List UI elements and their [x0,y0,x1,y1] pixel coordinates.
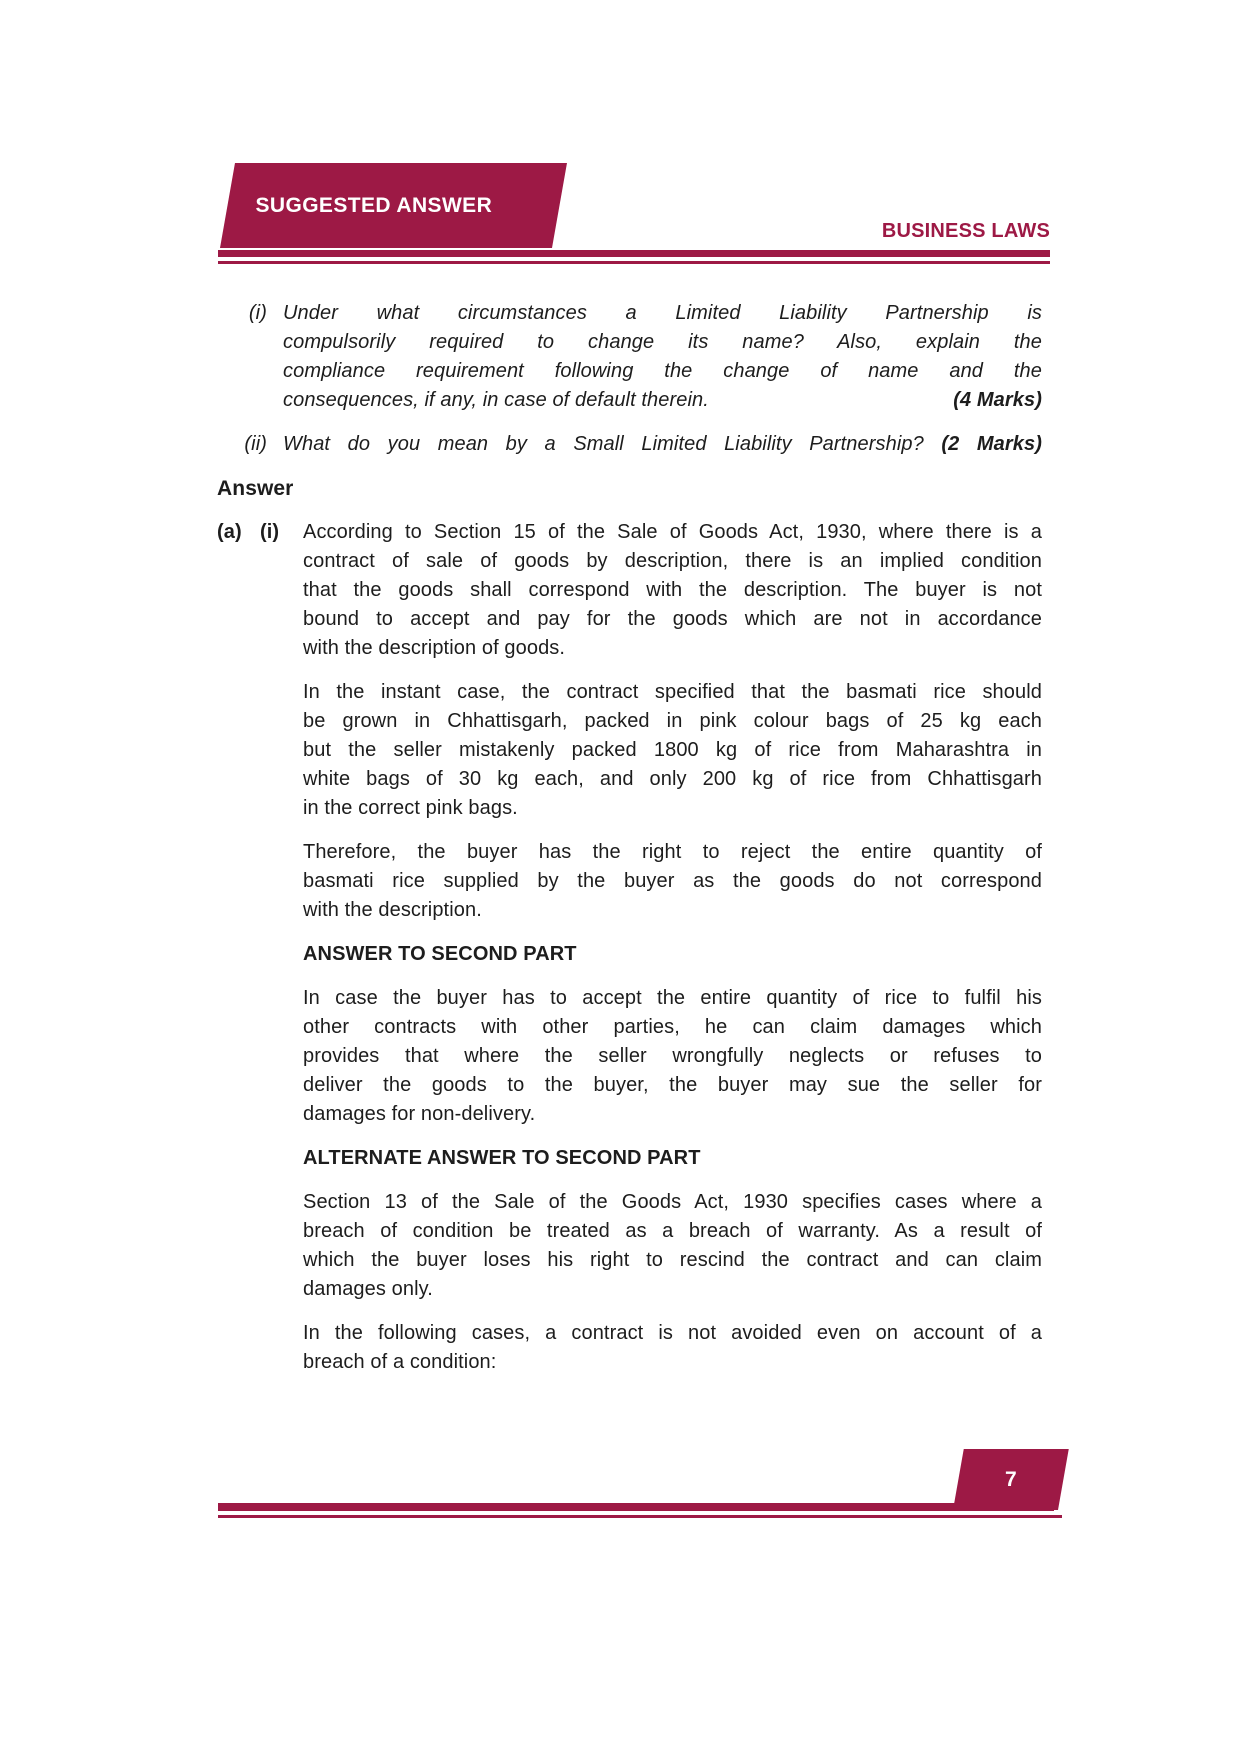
header-rule-thick [218,250,1050,257]
paragraph-line: In the following cases, a contract is not avoided even on account of a [303,1322,1042,1344]
paragraph-line: deliver the goods to the buyer, the buyer may sue the seller for [303,1074,1042,1096]
footer-rule-thick [218,1503,1054,1511]
banner-label: SUGGESTED ANSWER [255,193,493,217]
answer-paragraph-2 [217,678,1042,823]
answer-label-i: (i) [260,521,280,543]
paragraph-line: In the instant case, the contract specified that the basmati rice should [303,681,1042,703]
answer-paragraph-6 [217,1319,1042,1377]
paragraph-line: which the buyer loses his right to rescind the contract and can claim [303,1249,1042,1271]
question-last-line [283,386,1042,415]
footer-rule-thin [218,1515,1062,1518]
answer-paragraph-1 [217,518,1042,663]
page-number: 7 [1005,1467,1017,1491]
question-line-text: consequences, if any, in case of default therein. [283,389,709,411]
paragraph-line: other contracts with other parties, he can claim damages which [303,1016,1042,1038]
paragraph-line: provides that where the seller wrongfully neglects or refuses to [303,1045,1042,1067]
header-rule-thin [218,261,1050,264]
question-label-ii: (ii) [244,433,267,455]
paragraph-line: Section 13 of the Sale of the Goods Act, 1930 specifies cases where a [303,1191,1042,1213]
paragraph-line: According to Section 15 of the Sale of Goods Act, 1930, where there is a [303,521,1042,543]
paragraph-line: contract of sale of goods by description, there is an implied condition [303,550,1042,572]
section-subheading-2: ALTERNATE ANSWER TO SECOND PART [303,1147,701,1169]
question-last-line [283,430,1042,459]
question-line: compliance requirement following the change of name and the [283,360,1042,382]
answer-paragraph-4 [217,984,1042,1129]
answer-paragraph-5 [217,1188,1042,1304]
paragraph-line: that the goods shall correspond with the description. The buyer is not [303,579,1042,601]
question-item-i [217,299,1042,415]
paragraph-line: be grown in Chhattisgarh, packed in pink colour bags of 25 kg each [303,710,1042,732]
question-label-i: (i) [248,302,267,324]
marks-label: (2 Marks) [941,433,1042,455]
section-subheading-1: ANSWER TO SECOND PART [303,943,577,965]
paragraph-line: breach of condition be treated as a breach of warranty. As a result of [303,1220,1042,1242]
page-number-badge [953,1449,1069,1510]
answer-paragraph-3 [217,838,1042,925]
answer-heading: Answer [217,477,294,500]
paragraph-line: breach of a condition: [303,1351,497,1373]
question-line: compulsorily required to change its name? Also, explain the [283,331,1042,353]
paragraph-line: basmati rice supplied by the buyer as the goods do not correspond [303,870,1042,892]
subject-title: BUSINESS LAWS [881,220,1050,242]
question-item-ii [217,430,1042,459]
paragraph-line: bound to accept and pay for the goods which are not in accordance [303,608,1042,630]
paragraph-line: damages only. [303,1278,433,1300]
paragraph-line: Therefore, the buyer has the right to reject the entire quantity of [303,841,1042,863]
answer-label-a: (a) [217,521,242,543]
marks-label: (4 Marks) [953,389,1042,411]
paragraph-line: but the seller mistakenly packed 1800 kg of rice from Maharashtra in [303,739,1042,761]
question-line-text: What do you mean by a Small Limited Liability Partnership? [283,433,924,455]
paragraph-line: In case the buyer has to accept the entire quantity of rice to fulfil his [303,987,1042,1009]
paragraph-line: with the description of goods. [303,637,566,659]
question-line: Under what circumstances a Limited Liability Partnership is [283,302,1042,324]
page-content [217,299,1042,1392]
paragraph-line: with the description. [303,899,482,921]
paragraph-line: in the correct pink bags. [303,797,518,819]
paragraph-line: white bags of 30 kg each, and only 200 kg of rice from Chhattisgarh [303,768,1042,790]
paragraph-line: damages for non-delivery. [303,1103,536,1125]
